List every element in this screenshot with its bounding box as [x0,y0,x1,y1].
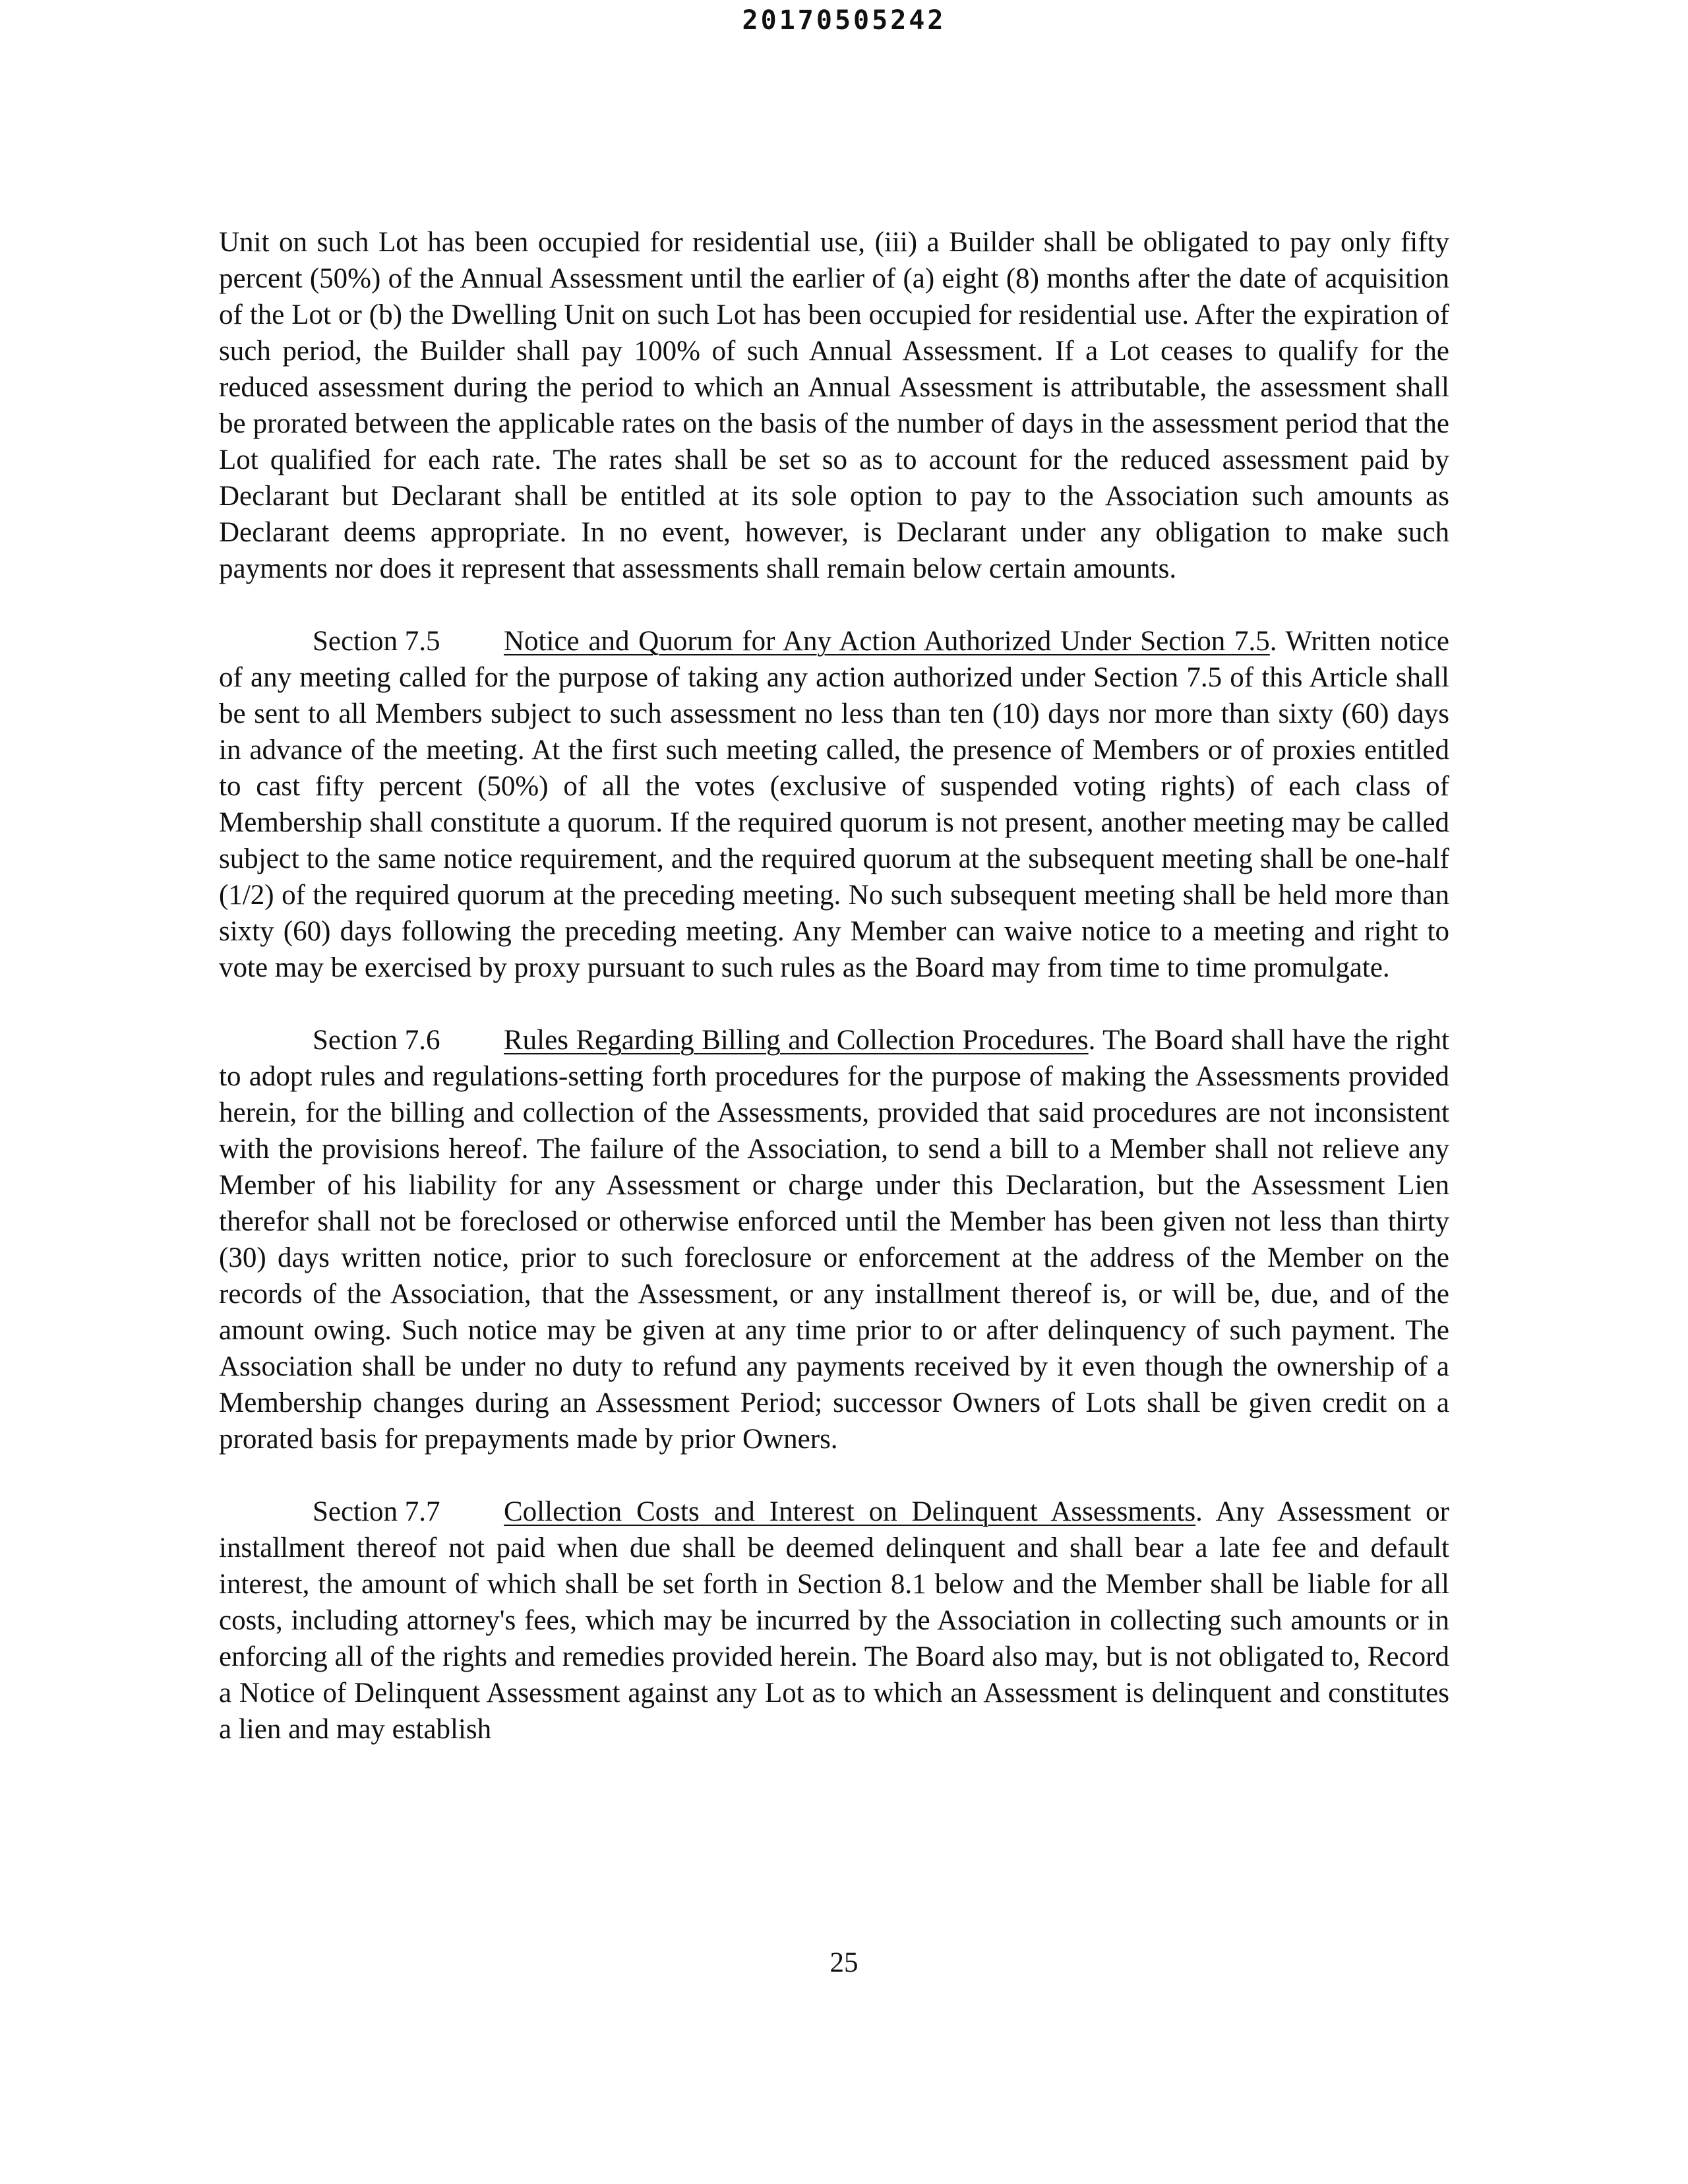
section-title: Collection Costs and Interest on Delinquent Assessments [504,1496,1196,1527]
section-label: Section 7.7 [313,1496,440,1527]
section-title: Notice and Quorum for Any Action Authorized Under Section 7.5 [504,626,1270,657]
page-number: 25 [829,1947,859,1978]
section-body: . Any Assessment or installment thereof not paid when due shall be deemed delinquent and shall bear a late fee and default interest, the amount of which shall be set forth in Section 8.1 below and the Member shall be liable for all costs, including attorney's fees, which may be incurred by the Association in collecting such amounts or in enforcing all of the rights and remedies provided herein. The Board also may, but is not obligated to, Record a Notice of Delinquent Assessment against any Lot as to which an Assessment is delinquent and constitutes a lien and may establish [219,1496,1449,1745]
section-7-5 [219,623,1449,986]
section-title: Rules Regarding Billing and Collection Procedures [504,1025,1089,1056]
section-label: Section 7.5 [313,626,440,657]
section-body: . The Board shall have the right to adopt rules and regulations-setting forth procedures for the purpose of making the Assessments provided herein, for the billing and collection of the Assessments, provided that said procedures are not inconsistent with the provisions hereof. The failure of the Association, to send a bill to a Member shall not relieve any Member of his liability for any Assessment or charge under this Declaration, but the Assessment Lien therefor shall not be foreclosed or otherwise enforced until the Member has been given not less than thirty (30) days written notice, prior to such foreclosure or enforcement at the address of the Member on the records of the Association, that the Assessment, or any installment thereof is, or will be, due, and of the amount owing. Such notice may be given at any time prior to or after delinquency of such payment. The Association shall be under no duty to refund any payments received by it even though the ownership of a Membership changes during an Assessment Period; successor Owners of Lots shall be given credit on a prorated basis for prepayments made by prior Owners. [219,1025,1449,1455]
page-body [219,224,1449,1784]
continuation-paragraph: Unit on such Lot has been occupied for residential use, (iii) a Builder shall be obligated to pay only fifty percent (50%) of the Annual Assessment until the earlier of (a) eight (8) months after the date of acquisition of the Lot or (b) the Dwelling Unit on such Lot has been occupied for residential use. After the expiration of such period, the Builder shall pay 100% of such Annual Assessment. If a Lot ceases to qualify for the reduced assessment during the period to which an Annual Assessment is attributable, the assessment shall be prorated between the applicable rates on the basis of the number of days in the assessment period that the Lot qualified for each rate. The rates shall be set so as to account for the reduced assessment paid by Declarant but Declarant shall be entitled at its sole option to pay to the Association such amounts as Declarant deems appropriate. In no event, however, is Declarant under any obligation to make such payments nor does it represent that assessments shall remain below certain amounts. [219,227,1449,584]
section-7-6 [219,1022,1449,1457]
document-number: 20170505242 [742,5,946,36]
section-label: Section 7.6 [313,1025,440,1056]
section-7-7 [219,1494,1449,1747]
section-body: . Written notice of any meeting called for the purpose of taking any action authorized under Section 7.5 of this Article shall be sent to all Members subject to such assessment no less than ten (10) days nor more than sixty (60) days in advance of the meeting. At the first such meeting called, the presence of Members or of proxies entitled to cast fifty percent (50%) of all the votes (exclusive of suspended voting rights) of each class of Membership shall constitute a quorum. If the required quorum is not present, another meeting may be called subject to the same notice requirement, and the required quorum at the subsequent meeting shall be one-half (1/2) of the required quorum at the preceding meeting. No such subsequent meeting shall be held more than sixty (60) days following the preceding meeting. Any Member can waive notice to a meeting and right to vote may be exercised by proxy pursuant to such rules as the Board may from time to time promulgate. [219,626,1449,983]
